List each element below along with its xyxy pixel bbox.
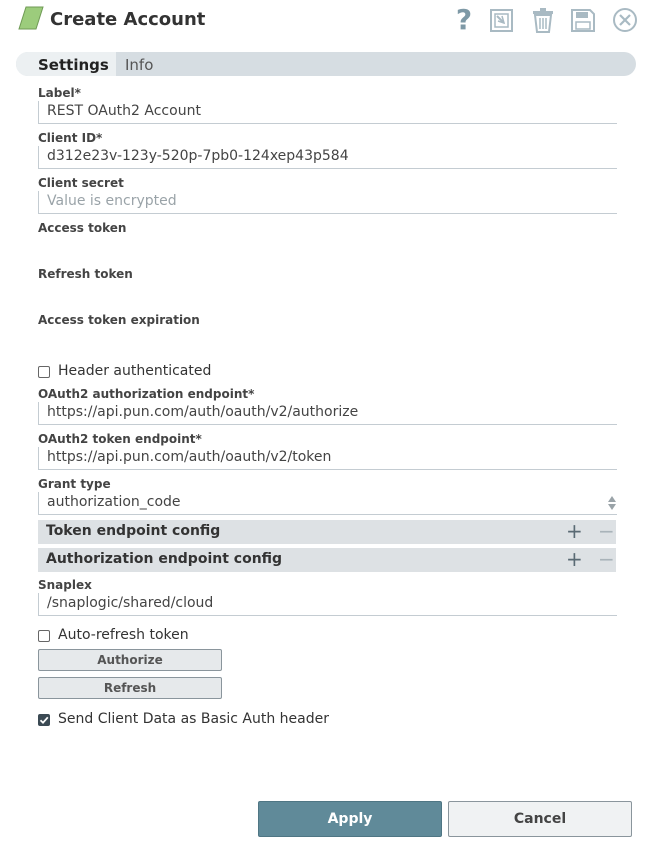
dialog-header xyxy=(0,0,652,44)
delete-icon[interactable] xyxy=(529,5,557,35)
remove-icon[interactable]: − xyxy=(598,519,615,543)
client-secret-label: Client secret xyxy=(38,176,124,190)
auto-refresh-checkbox[interactable] xyxy=(38,630,50,642)
oauth2-auth-endpoint-label: OAuth2 authorization endpoint* xyxy=(38,387,255,401)
client-id-label: Client ID* xyxy=(38,131,103,145)
checkmark-icon xyxy=(38,714,50,726)
auto-refresh-label: Auto-refresh token xyxy=(58,627,189,643)
label-field-label: Label* xyxy=(38,86,81,100)
tab-settings-label[interactable]: Settings xyxy=(38,56,109,74)
grant-type-label: Grant type xyxy=(38,477,111,491)
expand-icon[interactable] xyxy=(488,5,516,35)
help-icon[interactable]: ? xyxy=(455,3,473,36)
account-logo-icon xyxy=(18,6,44,30)
token-endpoint-config-section[interactable] xyxy=(38,520,616,544)
authorization-endpoint-config-label: Authorization endpoint config xyxy=(46,551,283,567)
authorization-endpoint-config-section[interactable] xyxy=(38,548,616,572)
client-secret-placeholder: Value is encrypted xyxy=(47,193,177,209)
client-secret-field[interactable] xyxy=(38,191,617,214)
oauth2-auth-endpoint-value: https://api.pun.com/auth/oauth/v2/authorize xyxy=(47,404,359,420)
cancel-button[interactable]: Cancel xyxy=(448,801,632,837)
oauth2-token-endpoint-label: OAuth2 token endpoint* xyxy=(38,432,202,446)
header-authenticated-label: Header authenticated xyxy=(58,363,212,379)
header-authenticated-checkbox[interactable] xyxy=(38,366,50,378)
refresh-button[interactable]: Refresh xyxy=(38,677,222,699)
tab-info[interactable]: Info xyxy=(125,56,154,74)
oauth2-token-endpoint-field[interactable] xyxy=(38,447,617,470)
apply-button[interactable]: Apply xyxy=(258,801,442,837)
oauth2-auth-endpoint-field[interactable] xyxy=(38,402,617,425)
oauth2-token-endpoint-value: https://api.pun.com/auth/oauth/v2/token xyxy=(47,449,332,465)
client-id-field[interactable] xyxy=(38,146,617,169)
client-id-value: d312e23v-123y-520p-7pb0-124xep43p584 xyxy=(47,148,349,164)
remove-icon[interactable]: − xyxy=(598,547,615,571)
snaplex-field[interactable] xyxy=(38,593,617,616)
close-icon[interactable] xyxy=(611,5,639,35)
refresh-token-label: Refresh token xyxy=(38,267,133,281)
label-field-value: REST OAuth2 Account xyxy=(47,103,201,119)
dialog-title: Create Account xyxy=(50,9,206,30)
authorize-button[interactable]: Authorize xyxy=(38,649,222,671)
add-icon[interactable]: + xyxy=(566,547,583,571)
save-icon[interactable] xyxy=(569,5,597,35)
send-client-data-label: Send Client Data as Basic Auth header xyxy=(58,711,329,727)
token-endpoint-config-label: Token endpoint config xyxy=(46,523,221,539)
send-client-data-checkbox[interactable] xyxy=(38,714,50,726)
access-token-expiration-label: Access token expiration xyxy=(38,313,200,327)
grant-type-select[interactable] xyxy=(38,492,617,515)
grant-type-value: authorization_code xyxy=(47,494,181,510)
add-icon[interactable]: + xyxy=(566,519,583,543)
snaplex-label: Snaplex xyxy=(38,578,92,592)
select-arrows-icon xyxy=(607,494,617,512)
access-token-label: Access token xyxy=(38,221,127,235)
label-field[interactable] xyxy=(38,101,617,124)
snaplex-value: /snaplogic/shared/cloud xyxy=(47,595,214,611)
